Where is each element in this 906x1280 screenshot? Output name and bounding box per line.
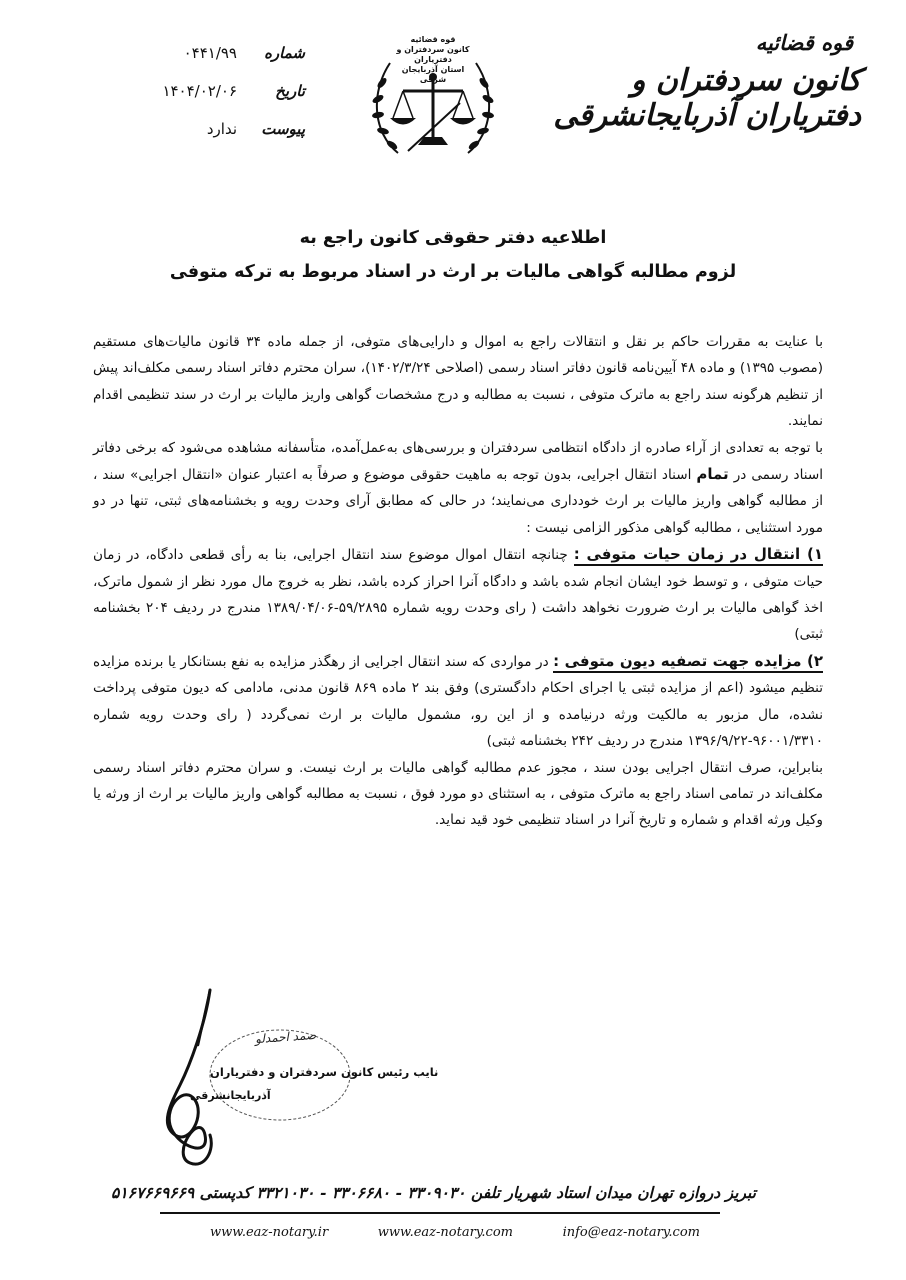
- signatory-name: صمد احمدلو: [254, 1027, 317, 1047]
- body-paragraph-3: بنابراین، صرف انتقال اجرایی بودن سند ، مجوز عدم مطالبه گواهی مالیات بر ارث نیست. و سران محترم دفاتر اسناد رسمی مکلف‌اند در تمامی اسناد راجع به ماترک متوفی ، به استثنای دو مورد فوق ، نسبت به مطالبه گواهی واریز مالیات بر ارث از ورثه یا وکیل ورثه اقدام و شماره و تاریخ آنرا در اسناد تنظیمی خود قید نماید.: [93, 759, 823, 829]
- clause-2-heading: ۲) مزایده جهت تصفیه دیون متوفی :: [553, 652, 823, 673]
- exception-clause-2: [93, 648, 823, 755]
- clause-1-text: چنانچه انتقال اموال موضوع سند انتقال اجرایی، بنا به رأی قطعی دادگاه، در زمان حیات متوفی ، و توسط خود ایشان انجام شده باشد و دادگاه آنرا احراز کرده باشد، نظر به خروج مال مورد نظر از شمول ماترک، اخذ گواهی مالیات بر ارث ضرورت نخواهد داشت ( رای وحدت رویه شماره ۵۹/۲۸۹۵-۱۳۸۹/۰۴/۰۶ مندرج در ردیف ۲۰۴ بخشنامه ثبتی): [93, 547, 824, 643]
- para2-text-after: اسناد انتقال اجرایی، بدون توجه به ماهیت حقوقی موضوع و صرفاً به اعتبار عنوان «انتقال اجرایی» سند ، از مطالبه گواهی واریز مالیات بر ارث خودداری می‌نمایند؛ در حالی که مطابق آرای وحدت رویه و بخشنامه‌های ثبتی، تنها در دو مورد استثنایی ، مطالبه گواهی مذکور الزامی نیست :: [93, 467, 823, 536]
- number-value: ۰۴۴۱/۹۹: [183, 44, 237, 62]
- date-label: تاریخ: [275, 82, 305, 100]
- exception-clause-1: [93, 541, 823, 648]
- announcement-subject: لزوم مطالبه گواهی مالیات بر ارث در اسناد مربوط به ترکه متوفی: [169, 262, 737, 282]
- footer-website-ir-link[interactable]: www.eaz-notary.ir: [210, 1225, 329, 1240]
- footer-address: تبریز دروازه تهران میدان استاد شهریار تلفن ۳۳۰۹۰۳۰ - ۳۳۰۶۶۸۰ - ۳۳۲۱۰۳۰ کدپستی ۵۱۶۷۶۶۹۶۶۹: [111, 1183, 756, 1202]
- footer-divider: [160, 1212, 720, 1214]
- announcement-title: اطلاعیه دفتر حقوقی کانون راجع به: [299, 228, 607, 248]
- signatory-title: نایب رئیس کانون سردفتران و دفتریاران: [210, 1065, 439, 1079]
- attachment-label: پیوست: [261, 120, 305, 138]
- letterhead-brand: [531, 30, 861, 133]
- footer-contacts: [210, 1225, 700, 1240]
- clause-2-text: در مواردی که سند انتقال اجرایی از رهگذر مزایده به نفع بستانکار یا برنده مزایده تنظیم میشود (اعم از مزایده ثبتی یا اجرای احکام دادگستری) وفق بند ۲ ماده ۸۶۹ قانون مدنی، مادامی که دیون متوفی پرداخت نشده، مال مزبور به مالکیت ورثه درنیامده و از این رو، مشمول مالیات بر ارث نمی‌گردد ( رای وحدت رویه شماره ۹۶۰۰۱/۳۳۱۰-۱۳۹۶/۹/۲۲ مندرج در ردیف ۲۴۲ بخشنامه ثبتی): [93, 653, 823, 750]
- date-row: [115, 82, 305, 120]
- judiciary-heading: قوه قضائیه: [755, 30, 853, 55]
- body-paragraph-2: [93, 435, 823, 542]
- clause-1-heading: ۱) انتقال در زمان حیات متوفی :: [574, 545, 823, 566]
- signatory-title-region: آذربایجانشرقی: [190, 1089, 271, 1102]
- scales-emblem-logo: [368, 33, 498, 163]
- emblem-caption: قوه قضائیه کانون سردفتران و دفتریاران استان آذربایجان شرقی: [396, 35, 470, 84]
- footer-website-com-link[interactable]: www.eaz-notary.com: [377, 1225, 513, 1240]
- number-label: شماره: [264, 44, 305, 62]
- handwritten-signature-icon: [150, 985, 430, 1175]
- footer-email-link[interactable]: info@eaz-notary.com: [562, 1225, 700, 1240]
- attachment-row: [115, 120, 305, 158]
- letter-body: [93, 329, 823, 834]
- number-row: [115, 44, 305, 82]
- para2-emphasis: تمام: [696, 465, 729, 484]
- signature-block: [150, 985, 439, 1175]
- letter-meta: [115, 44, 305, 158]
- organization-name: کانون سردفتران و دفتریاران آذربایجانشرقی: [553, 63, 861, 133]
- attachment-value: ندارد: [206, 120, 237, 138]
- date-value: ۱۴۰۴/۰۲/۰۶: [162, 82, 237, 100]
- body-paragraph-1: با عنایت به مقررات حاکم بر نقل و انتقالات راجع به اموال و دارایی‌های متوفی، از جمله ماده ۳۴ قانون مالیات‌های مستقیم (مصوب ۱۳۹۵) و ماده ۴۸ آیین‌نامه قانون دفاتر اسناد رسمی (اصلاحی ۱۴۰۲/۳/۲۴)، سران محترم دفاتر اسناد رسمی مکلف‌اند پیش از تنظیم هرگونه سند راجع به ماترک متوفی ، نسبت به مطالبه و درج مشخصات گواهی واریز مالیات بر ارث در سند تنظیمی اقدام نمایند.: [93, 334, 824, 430]
- para2-text-before: با توجه به تعدادی از آراء صادره از دادگاه انتظامی سردفتران و بررسی‌های به‌عمل‌آمده، متأسفانه مشاهده می‌شود که برخی دفاتر اسناد رسمی در: [93, 439, 823, 484]
